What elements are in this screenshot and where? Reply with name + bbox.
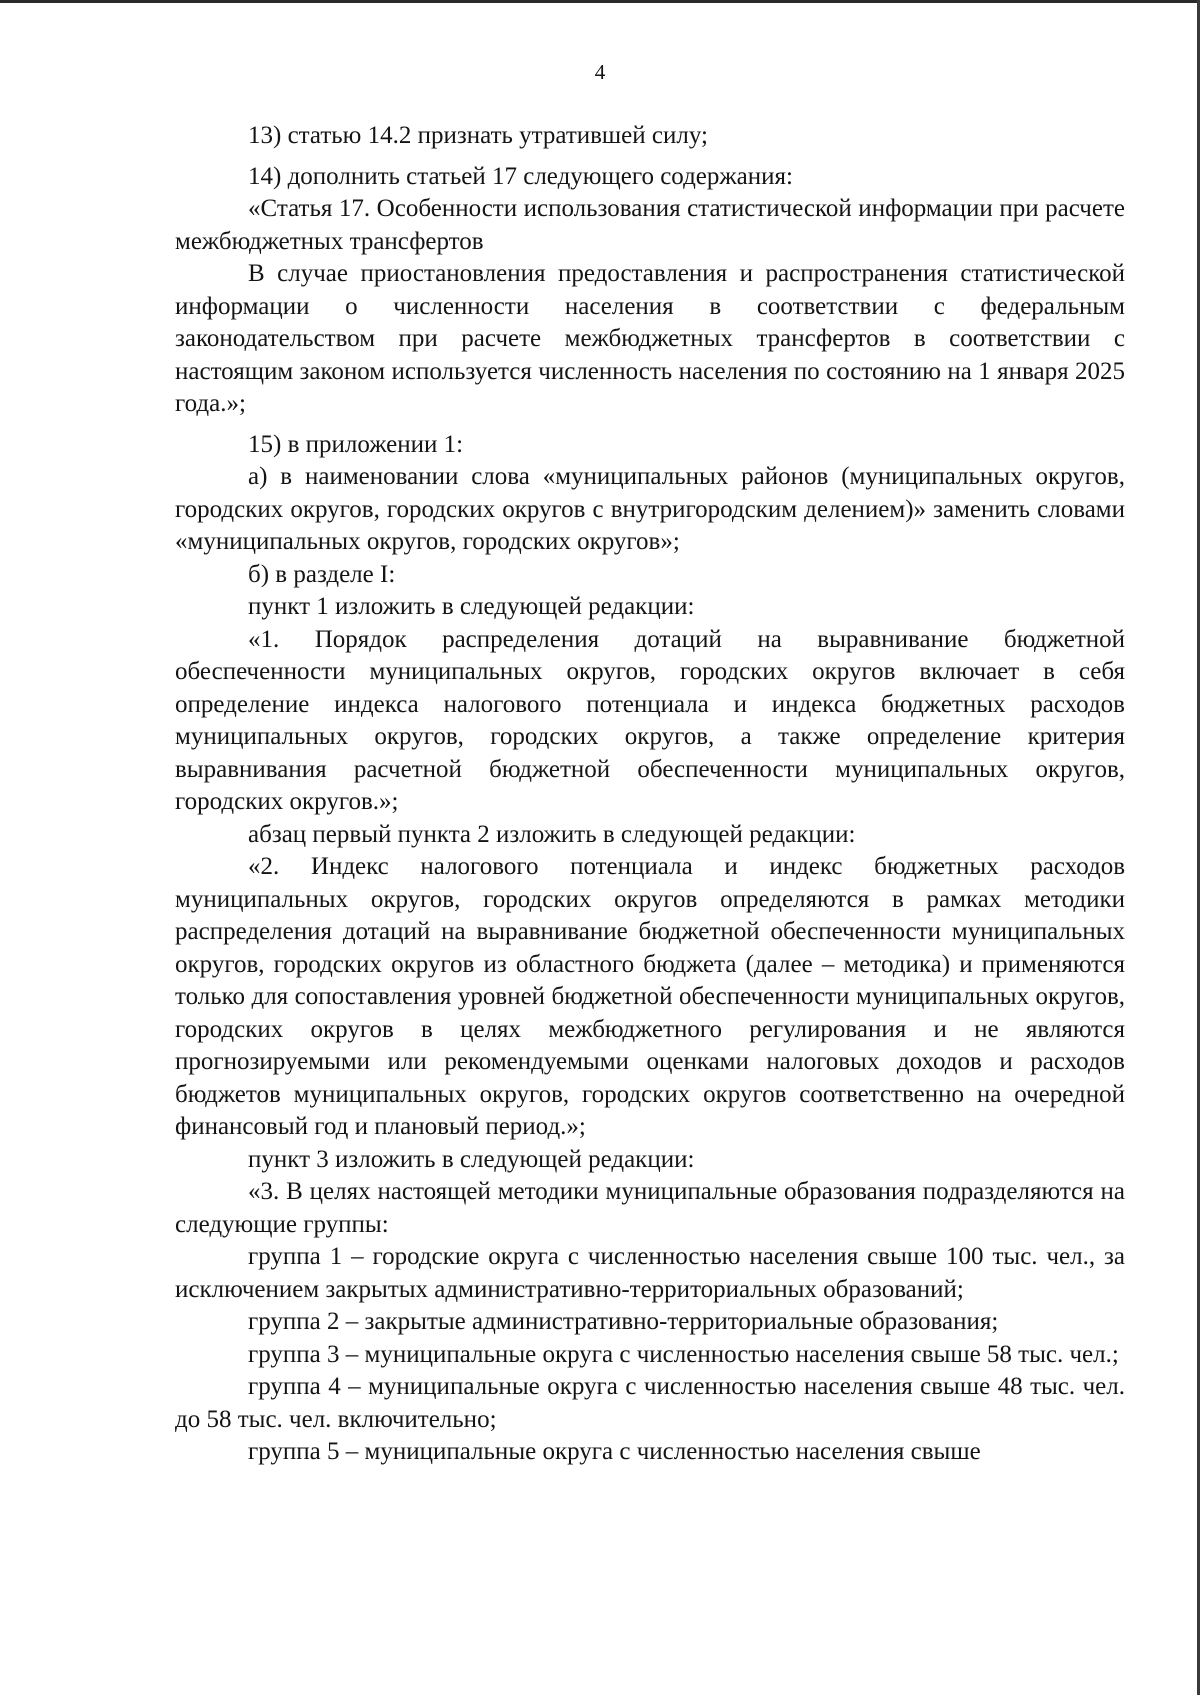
paragraph-point-3-text: «3. В целях настоящей методики муниципальные образования подразделяются на следующие группы: <box>175 1178 1125 1238</box>
paragraph-group-5: группа 5 – муниципальные округа с численностью населения свыше <box>248 1438 981 1465</box>
paragraph-point-1-intro: пункт 1 изложить в следующей редакции: <box>248 593 695 620</box>
paragraph-group-1: группа 1 – городские округа с численностью населения свыше 100 тыс. чел., за исключением закрытых административно-территориальных образований; <box>175 1243 1125 1303</box>
paragraph-point-2-text: «2. Индекс налогового потенциала и индекс бюджетных расходов муниципальных округов, городских округов определяются в рамках методики распределения дотаций на выравнивание бюджетной обеспеченности муниципальных округов, городских округов из областного бюджета (далее – методика) и применяются только для сопоставления уровней бюджетной обеспеченности муниципальных округов, городских округов в целях межбюджетного регулирования и не являются прогнозируемыми или рекомендуемыми оценками налоговых доходов и расходов бюджетов муниципальных округов, городских округов соответственно на очередной финансовый год и плановый период.»; <box>175 853 1125 1140</box>
scan-edge-top <box>0 0 1200 3</box>
paragraph-item-15: 15) в приложении 1: <box>248 430 464 458</box>
paragraph-item-13: 13) статью 14.2 признать утратившей силу; <box>248 122 708 149</box>
paragraph-group-3: группа 3 – муниципальные округа с численностью населения свыше 58 тыс. чел.; <box>248 1340 1119 1368</box>
paragraph-group-2: группа 2 – закрытые административно-территориальные образования; <box>248 1308 999 1335</box>
paragraph-point-3-intro: пункт 3 изложить в следующей редакции: <box>248 1145 695 1173</box>
paragraph-point-1-text: «1. Порядок распределения дотаций на выравнивание бюджетной обеспеченности муниципальных округов, городских округов включает в себя определение индекса налогового потенциала и индекса бюджетных расходов муниципальных округов, городских округов, а также определение критерия выравнивания расчетной бюджетной обеспеченности муниципальных округов, городских округов.»; <box>175 625 1125 815</box>
paragraph-point-2-intro: абзац первый пункта 2 изложить в следующей редакции: <box>248 820 856 848</box>
document-body <box>175 120 1125 1469</box>
paragraph-article-17-text: В случае приостановления предоставления и распространения статистической информации о численности населения в соответствии с федеральным законодательством при расчете межбюджетных трансфертов в соответствии с настоящим законом используется численность населения по состоянию на 1 января 2025 года.»; <box>175 260 1125 417</box>
paragraph-item-15b: б) в разделе I: <box>248 560 396 588</box>
paragraph-item-14: 14) дополнить статьей 17 следующего содержания: <box>248 162 793 190</box>
paragraph-article-17-title: «Статья 17. Особенности использования статистической информации при расчете межбюджетных трансфертов <box>175 195 1125 255</box>
page-number: 4 <box>594 60 606 84</box>
paragraph-item-15a: а) в наименовании слова «муниципальных районов (муниципальных округов, городских округов, городских округов с внутригородским делением)» заменить словами «муниципальных округов, городских округов»; <box>175 463 1125 555</box>
paragraph-group-4: группа 4 – муниципальные округа с численностью населения свыше 48 тыс. чел. до 58 тыс. чел. включительно; <box>175 1373 1125 1433</box>
